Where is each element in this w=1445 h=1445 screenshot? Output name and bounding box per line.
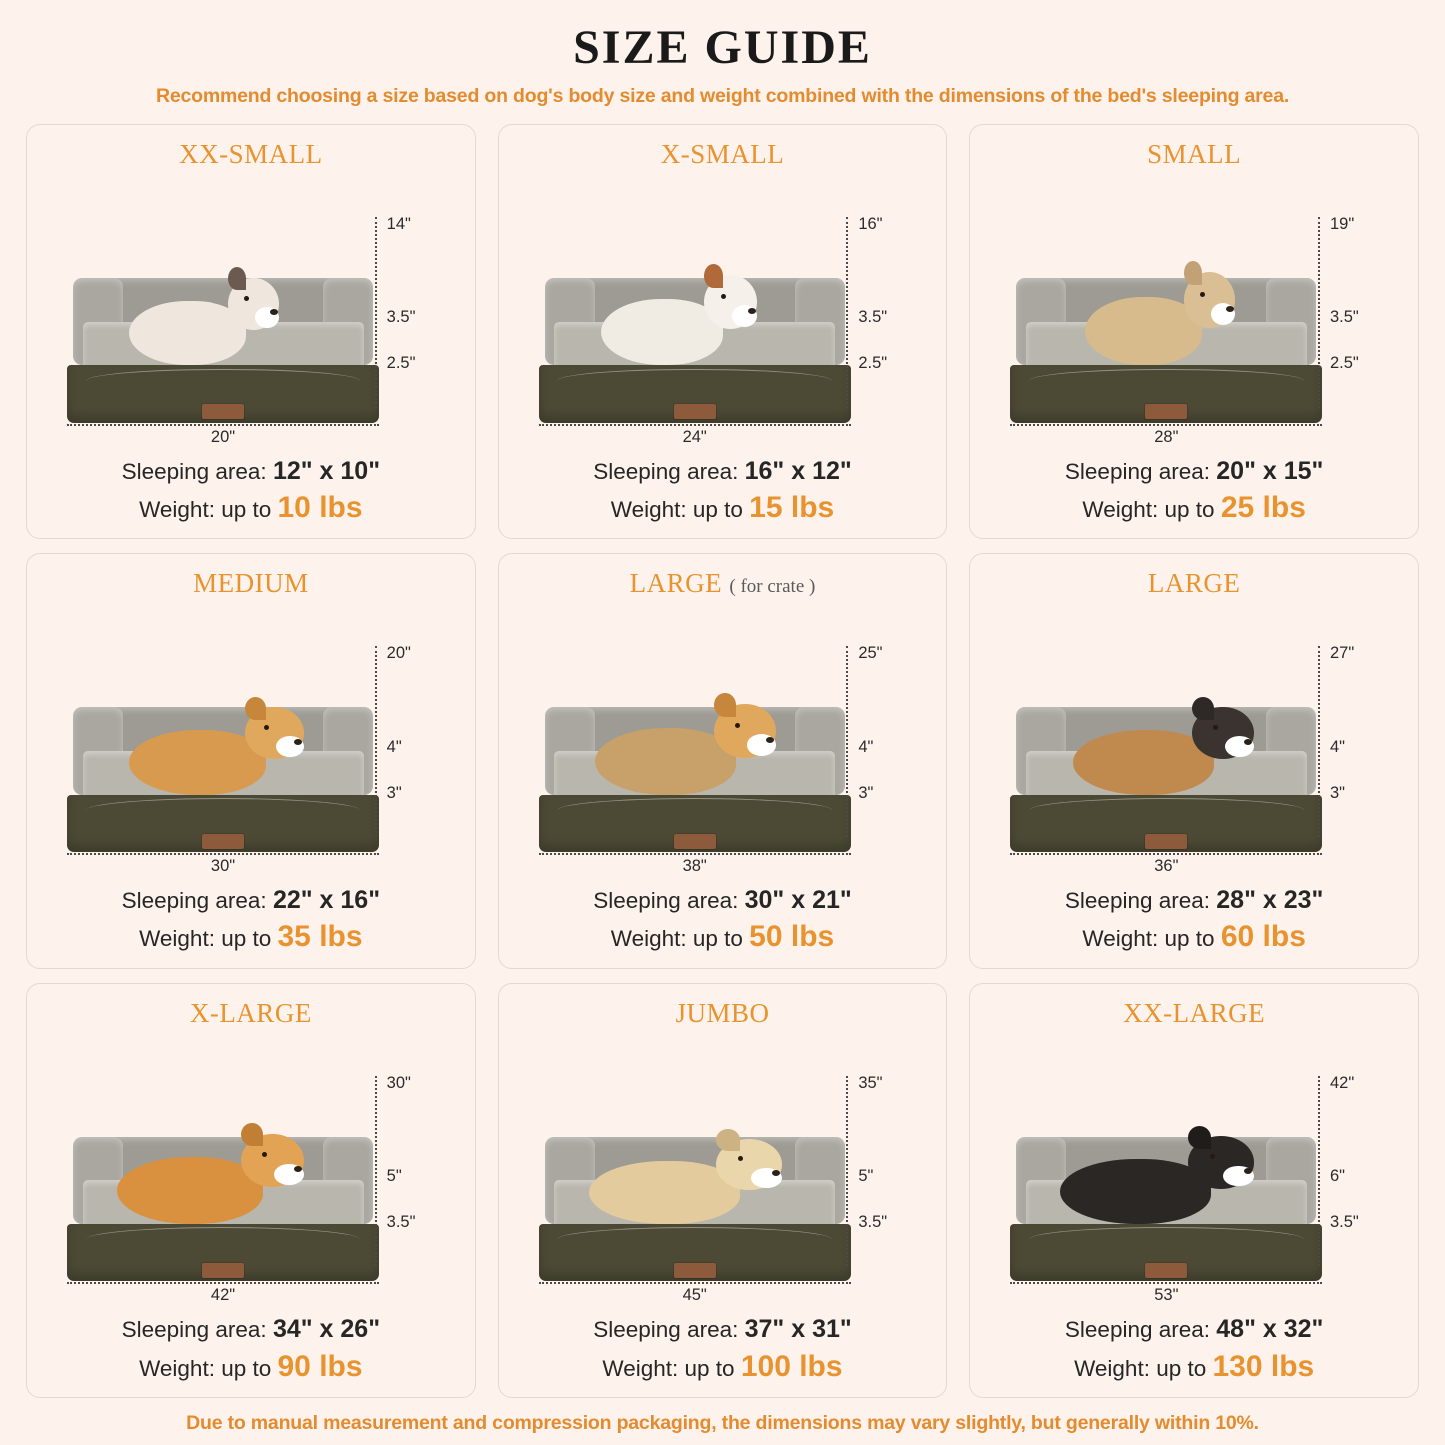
size-name: JUMBO — [675, 997, 770, 1028]
dog-eye — [244, 296, 249, 301]
dog-ear — [1192, 697, 1214, 720]
dog-ear — [1184, 261, 1202, 285]
dim-width-value: 30" — [210, 856, 236, 875]
dim-width-value: 53" — [1154, 1286, 1179, 1305]
dog-eye — [262, 1152, 267, 1157]
sleeping-area-line — [37, 1313, 465, 1347]
bed-base — [1010, 795, 1322, 852]
weight-label: Weight: — [1074, 1355, 1157, 1381]
sleeping-area-label: Sleeping area: — [593, 458, 745, 484]
dog-ear — [241, 1123, 263, 1147]
dim-mid-height: 3.5" — [858, 308, 888, 327]
dog-ear — [1188, 1126, 1211, 1149]
bed-illustration — [509, 1031, 937, 1312]
dim-width — [67, 424, 379, 447]
weight-line — [980, 488, 1408, 528]
dim-low-height: 3" — [386, 783, 402, 802]
weight-line — [509, 488, 937, 528]
dog-ear — [245, 697, 266, 720]
dim-width-value: 38" — [682, 856, 707, 875]
dog-nose — [766, 737, 774, 743]
size-name: X-LARGE — [189, 997, 312, 1028]
dim-width — [67, 853, 379, 876]
dog-nose — [1244, 1168, 1252, 1174]
sleeping-area-line — [980, 1313, 1408, 1347]
dim-total-height: 42" — [1329, 1073, 1355, 1092]
brand-tag — [202, 404, 244, 419]
sleeping-area-label: Sleeping area: — [1064, 887, 1217, 913]
size-specs — [980, 1313, 1408, 1387]
sleeping-area-value: 30" x 21" — [744, 885, 852, 914]
sleeping-area-label: Sleeping area: — [121, 458, 273, 484]
dog-bed-graphic — [539, 684, 851, 852]
brand-tag — [674, 834, 716, 849]
sleeping-area-label: Sleeping area: — [1064, 1317, 1217, 1343]
brand-tag — [1145, 1263, 1187, 1278]
page-subtitle: Recommend choosing a size based on dog's body size and weight combined with the dimensions of the bed's sleeping area. — [155, 85, 1290, 107]
weight-label: Weight: — [610, 926, 693, 952]
sleeping-area-value: 37" x 31" — [744, 1315, 852, 1344]
dim-guide-line — [846, 217, 848, 408]
size-name: SMALL — [1147, 139, 1242, 169]
weight-upto-label: up to — [1164, 497, 1221, 523]
sleeping-area-line — [509, 1313, 937, 1347]
size-name: XX-LARGE — [1123, 997, 1266, 1028]
weight-line — [509, 917, 937, 957]
height-dimensions — [1310, 1073, 1406, 1267]
weight-label: Weight: — [139, 926, 222, 952]
bed-base — [1010, 1224, 1322, 1281]
weight-label: Weight: — [139, 497, 222, 523]
weight-label: Weight: — [610, 497, 693, 523]
size-card-x-small-1 — [498, 124, 948, 539]
weight-upto-label: up to — [692, 926, 750, 952]
height-dimensions — [367, 214, 463, 408]
dim-mid-height: 4" — [858, 737, 874, 756]
size-card-small-2 — [969, 124, 1419, 539]
dim-low-height: 3" — [858, 783, 874, 802]
brand-tag — [202, 1263, 244, 1278]
dim-total-height: 19" — [1329, 214, 1355, 233]
height-dimensions — [367, 646, 463, 837]
size-card-xx-small-0 — [26, 124, 476, 539]
bed-base — [67, 365, 379, 422]
weight-upto-label: up to — [692, 497, 750, 523]
brand-tag — [674, 1263, 716, 1278]
weight-line — [37, 488, 465, 528]
weight-upto-label: up to — [221, 926, 278, 952]
dim-width — [67, 1282, 379, 1305]
bed-illustration — [37, 601, 465, 882]
weight-line — [37, 1347, 465, 1387]
dim-width-value: 20" — [210, 427, 236, 446]
weight-line — [980, 917, 1408, 957]
dog-bed-graphic — [1010, 254, 1322, 422]
dog-bed-graphic — [67, 1113, 379, 1281]
bed-illustration — [37, 1031, 465, 1312]
weight-value: 100 lbs — [740, 1349, 843, 1383]
dog-nose — [294, 739, 302, 745]
dim-mid-height: 5" — [386, 1167, 402, 1186]
dim-guide-line — [1318, 1076, 1320, 1267]
dog-illustration — [595, 687, 776, 795]
size-card-grid — [26, 124, 1419, 1398]
size-specs — [37, 884, 465, 958]
dog-nose — [748, 308, 756, 314]
dim-mid-height: 5" — [858, 1167, 874, 1186]
weight-upto-label: up to — [1156, 1355, 1213, 1381]
dim-total-height: 30" — [386, 1073, 411, 1092]
dim-guide-line — [375, 217, 377, 408]
bed-illustration — [980, 601, 1408, 882]
weight-value: 60 lbs — [1220, 920, 1306, 954]
sleeping-area-line — [509, 884, 937, 918]
brand-tag — [202, 834, 244, 849]
size-specs — [509, 455, 937, 529]
size-card-medium-3 — [26, 553, 476, 968]
size-specs — [980, 455, 1408, 529]
bed-base — [539, 795, 851, 852]
dog-bed-graphic — [539, 254, 851, 422]
dog-eye — [721, 294, 726, 299]
dim-width-value: 36" — [1154, 856, 1179, 875]
dim-mid-height: 4" — [386, 737, 402, 756]
dim-low-height: 3" — [1329, 783, 1346, 802]
dim-guide-line — [846, 1076, 848, 1267]
dim-width — [1010, 424, 1322, 447]
size-name: X-SMALL — [660, 139, 785, 169]
dim-total-height: 27" — [1329, 644, 1355, 663]
sleeping-area-label: Sleeping area: — [121, 887, 273, 913]
dim-mid-height: 6" — [1329, 1167, 1346, 1186]
size-card-xx-large-8 — [969, 983, 1419, 1398]
dog-illustration — [589, 1123, 783, 1224]
dog-illustration — [129, 690, 304, 794]
dog-illustration — [1085, 254, 1235, 365]
dim-guide-line — [846, 646, 848, 837]
sleeping-area-value: 20" x 15" — [1216, 456, 1324, 485]
size-card-title — [1147, 139, 1241, 170]
dim-width — [539, 853, 851, 876]
dim-low-height: 3.5" — [386, 1212, 416, 1231]
size-specs — [37, 455, 465, 529]
dog-bed-graphic — [539, 1113, 851, 1281]
height-dimensions — [1310, 214, 1406, 408]
weight-label: Weight: — [1082, 497, 1165, 523]
weight-value: 130 lbs — [1212, 1349, 1315, 1383]
weight-line — [509, 1347, 937, 1387]
weight-upto-label: up to — [221, 497, 278, 523]
dim-low-height: 2.5" — [386, 354, 416, 373]
dim-width-value: 42" — [210, 1286, 236, 1305]
dim-guide-line — [1318, 217, 1320, 408]
sleeping-area-value: 12" x 10" — [272, 456, 381, 485]
weight-value: 35 lbs — [277, 920, 363, 954]
dim-width-value: 28" — [1154, 427, 1179, 446]
dog-body — [117, 1157, 263, 1224]
dim-mid-height: 3.5" — [386, 308, 416, 327]
sleeping-area-line — [37, 884, 465, 918]
sleeping-area-label: Sleeping area: — [1064, 458, 1217, 484]
dim-guide-line — [375, 646, 377, 837]
sleeping-area-line — [980, 884, 1408, 918]
size-card-title — [661, 139, 785, 170]
size-card-title — [190, 998, 312, 1029]
sleeping-area-line — [980, 455, 1408, 489]
size-card-title — [675, 998, 769, 1029]
dim-width — [1010, 1282, 1322, 1305]
size-card-title — [193, 568, 309, 599]
sleeping-area-label: Sleeping area: — [593, 887, 745, 913]
sleeping-area-value: 16" x 12" — [744, 456, 852, 485]
dim-low-height: 2.5" — [1329, 354, 1359, 373]
dog-nose — [1244, 739, 1252, 745]
dog-illustration — [1073, 690, 1254, 794]
dim-low-height: 3.5" — [858, 1212, 888, 1231]
brand-tag — [674, 404, 716, 419]
size-specs — [509, 884, 937, 958]
size-card-jumbo-7 — [498, 983, 948, 1398]
weight-value: 15 lbs — [749, 491, 835, 525]
size-card-large-5 — [969, 553, 1419, 968]
dim-total-height: 16" — [858, 214, 883, 233]
dog-bed-graphic — [67, 254, 379, 422]
dim-low-height: 2.5" — [858, 354, 888, 373]
dog-ear — [228, 267, 246, 290]
dim-width — [539, 424, 851, 447]
dim-guide-line — [375, 1076, 377, 1267]
dim-mid-height: 3.5" — [1329, 308, 1359, 327]
dim-total-height: 20" — [386, 644, 411, 663]
height-dimensions — [838, 646, 934, 837]
dim-total-height: 35" — [858, 1073, 883, 1092]
bed-illustration — [980, 172, 1408, 453]
weight-value: 90 lbs — [277, 1349, 363, 1383]
height-dimensions — [838, 214, 934, 408]
bed-base — [67, 795, 379, 852]
dim-mid-height: 4" — [1329, 737, 1346, 756]
bed-illustration — [509, 601, 937, 882]
size-card-title — [1123, 998, 1265, 1029]
weight-upto-label: up to — [1164, 926, 1221, 952]
bed-illustration — [509, 172, 937, 453]
size-note: ( for crate ) — [729, 576, 816, 598]
brand-tag — [1145, 404, 1187, 419]
weight-value: 50 lbs — [749, 920, 835, 954]
size-card-title — [1148, 568, 1241, 599]
dog-ear — [716, 1129, 739, 1151]
bed-base — [539, 365, 851, 422]
weight-label: Weight: — [602, 1355, 685, 1381]
bed-illustration — [37, 172, 465, 453]
dim-width-value: 45" — [682, 1286, 707, 1305]
sleeping-area-label: Sleeping area: — [593, 1317, 745, 1343]
brand-tag — [1145, 834, 1187, 849]
size-name: LARGE — [1147, 568, 1241, 599]
weight-line — [980, 1347, 1408, 1387]
dim-total-height: 14" — [386, 214, 411, 233]
weight-line — [37, 917, 465, 957]
size-card-x-large-6 — [26, 983, 476, 1398]
dog-nose — [772, 1170, 780, 1176]
sleeping-area-value: 22" x 16" — [272, 885, 381, 914]
dim-low-height: 3.5" — [1329, 1212, 1359, 1231]
bed-base — [67, 1224, 379, 1281]
size-specs — [37, 1313, 465, 1387]
bed-base — [1010, 365, 1322, 422]
bed-base — [539, 1224, 851, 1281]
sleeping-area-value: 28" x 23" — [1216, 885, 1324, 914]
dim-width-value: 24" — [682, 427, 707, 446]
weight-label: Weight: — [1082, 926, 1165, 952]
dog-illustration — [601, 258, 757, 366]
weight-upto-label: up to — [221, 1355, 278, 1381]
weight-upto-label: up to — [684, 1355, 741, 1381]
page-title: SIZE GUIDE — [573, 21, 872, 74]
dog-illustration — [1060, 1120, 1254, 1224]
dog-bed-graphic — [1010, 1113, 1322, 1281]
weight-value: 10 lbs — [277, 491, 363, 525]
height-dimensions — [367, 1073, 463, 1267]
sleeping-area-line — [37, 455, 465, 489]
sleeping-area-value: 34" x 26" — [272, 1315, 381, 1344]
dog-bed-graphic — [67, 684, 379, 852]
footer-note: Due to manual measurement and compression packaging, the dimensions may vary slightly, but generally within 10%. — [186, 1412, 1259, 1434]
dim-width — [539, 1282, 851, 1305]
height-dimensions — [1310, 646, 1406, 837]
height-dimensions — [838, 1073, 934, 1267]
sleeping-area-line — [509, 455, 937, 489]
dog-eye — [1213, 725, 1218, 730]
dog-eye — [735, 723, 740, 728]
size-specs — [980, 884, 1408, 958]
dog-nose — [1226, 306, 1234, 312]
size-card-large-4 — [498, 553, 948, 968]
weight-label: Weight: — [139, 1355, 222, 1381]
dim-width — [1010, 853, 1322, 876]
dog-ear — [704, 264, 723, 288]
sleeping-area-value: 48" x 32" — [1216, 1315, 1324, 1344]
size-name: MEDIUM — [193, 568, 309, 599]
sleeping-area-label: Sleeping area: — [121, 1317, 273, 1343]
dim-guide-line — [1318, 646, 1320, 837]
size-specs — [509, 1313, 937, 1387]
weight-value: 25 lbs — [1220, 491, 1306, 525]
dog-ear — [714, 693, 736, 717]
bed-illustration — [980, 1031, 1408, 1312]
size-card-title — [179, 139, 323, 170]
dog-eye — [1200, 292, 1205, 297]
dog-illustration — [129, 261, 279, 365]
size-name: XX-SMALL — [179, 139, 323, 169]
size-name: LARGE — [629, 568, 723, 599]
dog-bed-graphic — [1010, 684, 1322, 852]
size-card-title — [630, 568, 816, 599]
dog-illustration — [117, 1116, 304, 1224]
dim-total-height: 25" — [858, 644, 883, 663]
